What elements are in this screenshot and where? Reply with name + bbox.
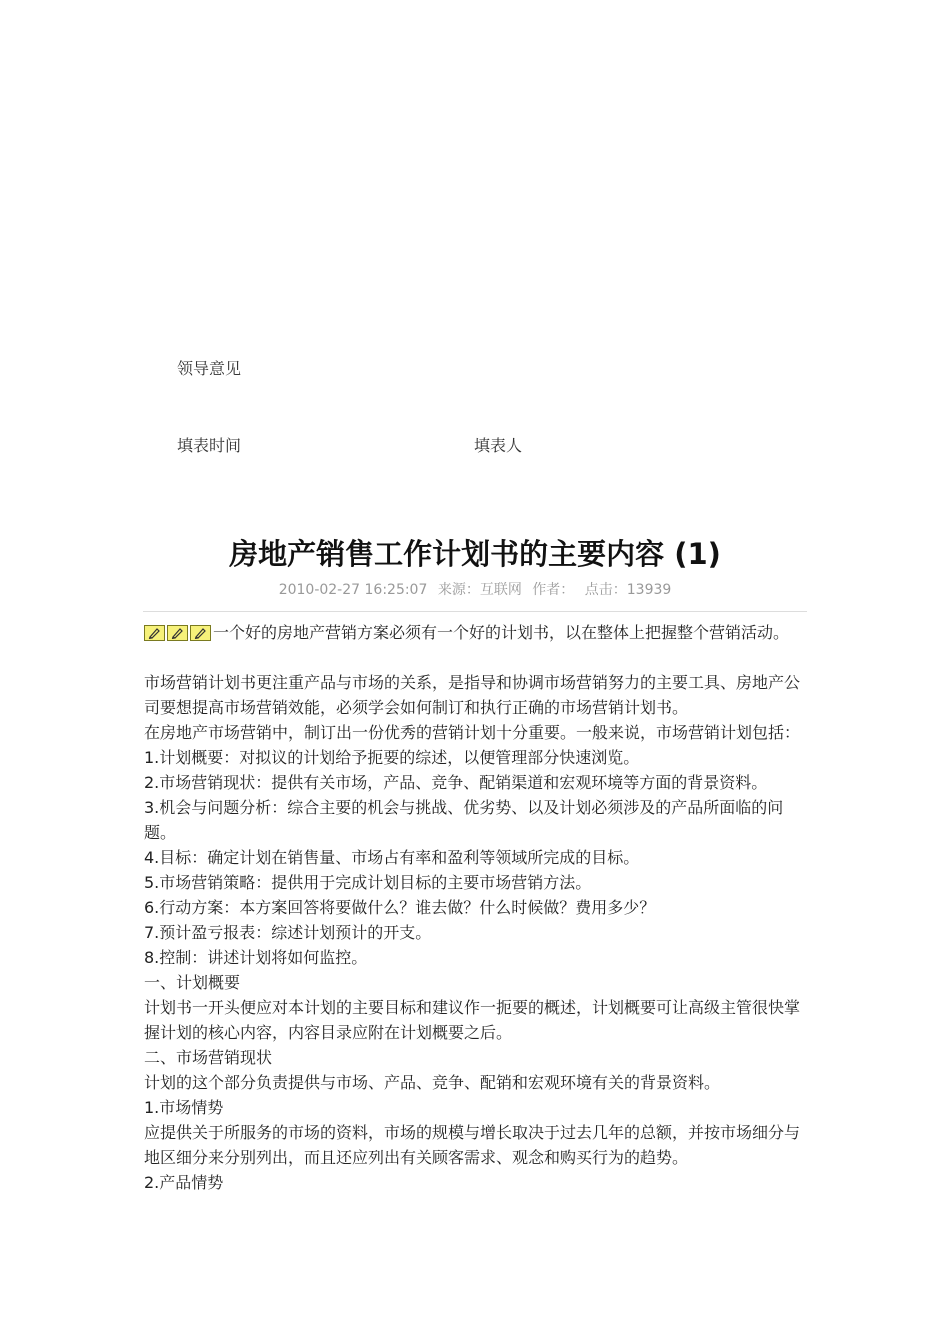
article-clicks: 点击：13939	[584, 582, 672, 598]
list-item: 1.计划概要：对拟议的计划给予扼要的综述，以便管理部分快速浏览。	[144, 748, 640, 767]
subsection-heading: 1.市场情势	[144, 1098, 224, 1117]
filler-label: 填表人	[474, 436, 523, 455]
leader-opinion-label: 领导意见	[177, 359, 242, 378]
article-body	[144, 620, 808, 1195]
article-source: 来源：互联网	[437, 582, 522, 598]
intro-text: 一个好的房地产营销方案必须有一个好的计划书，以在整体上把握整个营销活动。	[213, 623, 790, 642]
article-meta	[0, 581, 950, 599]
pencil-icon	[190, 625, 211, 641]
pencil-icon	[144, 625, 165, 641]
list-item: 7.预计盈亏报表：综述计划预计的开支。	[144, 923, 432, 942]
section-heading: 一、计划概要	[144, 973, 241, 992]
article-author: 作者：	[532, 582, 575, 598]
paragraph: 在房地产市场营销中，制订出一份优秀的营销计划十分重要。一般来说，市场营销计划包括：	[144, 723, 801, 742]
article-title: 房地产销售工作计划书的主要内容 (1)	[229, 537, 721, 571]
list-item: 2.市场营销现状：提供有关市场，产品、竞争、配销渠道和宏观环境等方面的背景资料。	[144, 773, 768, 792]
paragraph: 市场营销计划书更注重产品与市场的关系，是指导和协调市场营销努力的主要工具、房地产公司要想提高市场营销效能，必须学会如何制订和执行正确的市场营销计划书。	[144, 673, 801, 717]
paragraph: 应提供关于所服务的市场的资料，市场的规模与增长取决于过去几年的总额，并按市场细分与地区细分来分别列出，而且还应列出有关顾客需求、观念和购买行为的趋势。	[144, 1123, 801, 1167]
list-item: 3.机会与问题分析：综合主要的机会与挑战、优劣势、以及计划必须涉及的产品所面临的问题。	[144, 798, 784, 842]
list-item: 5.市场营销策略：提供用于完成计划目标的主要市场营销方法。	[144, 873, 592, 892]
paragraph: 计划的这个部分负责提供与市场、产品、竞争、配销和宏观环境有关的背景资料。	[144, 1073, 721, 1092]
paragraph: 计划书一开头便应对本计划的主要目标和建议作一扼要的概述，计划概要可让高级主管很快掌握计划的核心内容，内容目录应附在计划概要之后。	[144, 998, 801, 1042]
title-divider	[143, 611, 807, 612]
list-item: 8.控制：讲述计划将如何监控。	[144, 948, 368, 967]
article-date: 2010-02-27 16:25:07	[278, 582, 428, 598]
subsection-heading: 2.产品情势	[144, 1173, 224, 1192]
section-heading: 二、市场营销现状	[144, 1048, 273, 1067]
list-item: 4.目标：确定计划在销售量、市场占有率和盈利等领域所完成的目标。	[144, 848, 640, 867]
pencil-icon	[167, 625, 188, 641]
fill-time-label: 填表时间	[177, 436, 242, 455]
intro-line	[144, 620, 808, 645]
list-item: 6.行动方案：本方案回答将要做什么？谁去做？什么时候做？费用多少？	[144, 898, 656, 917]
